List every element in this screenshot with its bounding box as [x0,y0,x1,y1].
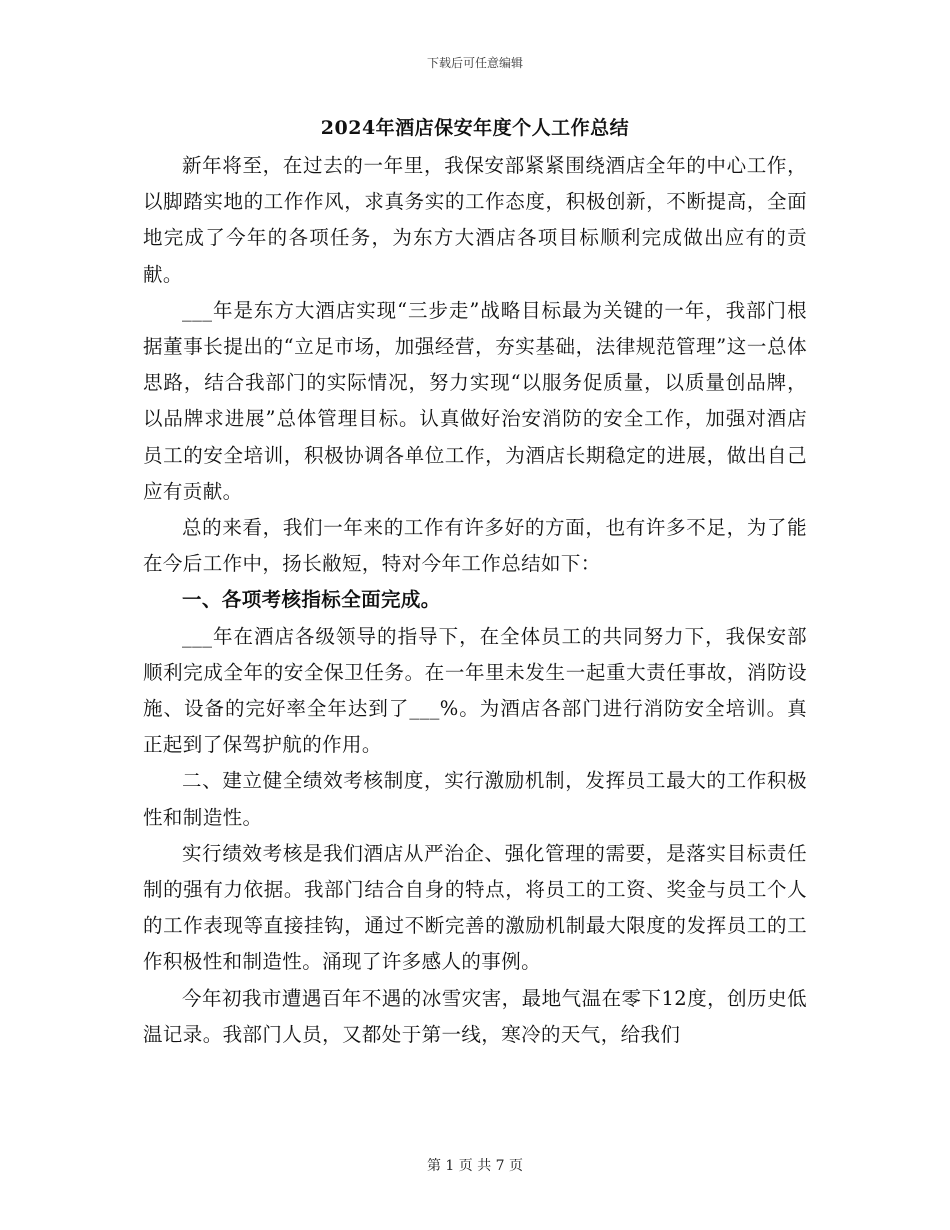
paragraph-winter: 今年初我市遭遇百年不遇的冰雪灾害，最地气温在零下12度，创历史低温记录。我部门人员，又都处于第一线，寒冷的天气，给我们 [143,986,807,1046]
section-heading-2: 二、建立健全绩效考核制度，实行激励机制，发挥员工最大的工作积极性和制造性。 [143,769,807,829]
paragraph-intro: 新年将至，在过去的一年里，我保安部紧紧围绕酒店全年的中心工作，以脚踏实地的工作作风，求真务实的工作态度，积极创新，不断提高，全面地完成了今年的各项任务，为东方大酒店各项目标顺利完成做出应有的贡献。 [143,154,807,286]
page-number-footer: 第 1 页 共 7 页 [426,1158,524,1174]
paragraph-strategy: ___年是东方大酒店实现“三步走”战略目标最为关键的一年，我部门根据董事长提出的“立足市场，加强经营，夯实基础，法律规范管理”这一总体思路，结合我部门的实际情况，努力实现“以服务促质量，以质量创品牌，以品牌求进展”总体管理目标。认真做好治安消防的安全工作，加强对酒店员工的安全培训，积极协调各单位工作，为酒店长期稳定的进展，做出自己应有贡献。 [143,298,807,503]
paragraph-section-1: ___年在酒店各级领导的指导下，在全体员工的共同努力下，我保安部顺利完成全年的安全保卫任务。在一年里未发生一起重大责任事故，消防设施、设备的完好率全年达到了___%。为酒店各部门进行消防安全培训。真正起到了保驾护航的作用。 [143,624,807,757]
paragraph-section-2: 实行绩效考核是我们酒店从严治企、强化管理的需要，是落实目标责任制的强有力依据。我部门结合自身的特点，将员工的工资、奖金与员工个人的工作表现等直接挂钩，通过不断完善的激励机制最大限度的发挥员工的工作积极性和制造性。涌现了许多感人的事例。 [143,841,807,974]
section-heading-1: 一、各项考核指标全面完成。 [182,588,441,612]
document-title: 2024年酒店保安年度个人工作总结 [320,117,630,139]
document-body [143,112,807,1053]
paragraph-overview: 总的来看，我们一年来的工作有许多好的方面，也有许多不足，为了能在今后工作中，扬长敝短，特对今年工作总结如下： [143,516,807,576]
page-header-note: 下载后可任意编辑 [426,56,523,70]
